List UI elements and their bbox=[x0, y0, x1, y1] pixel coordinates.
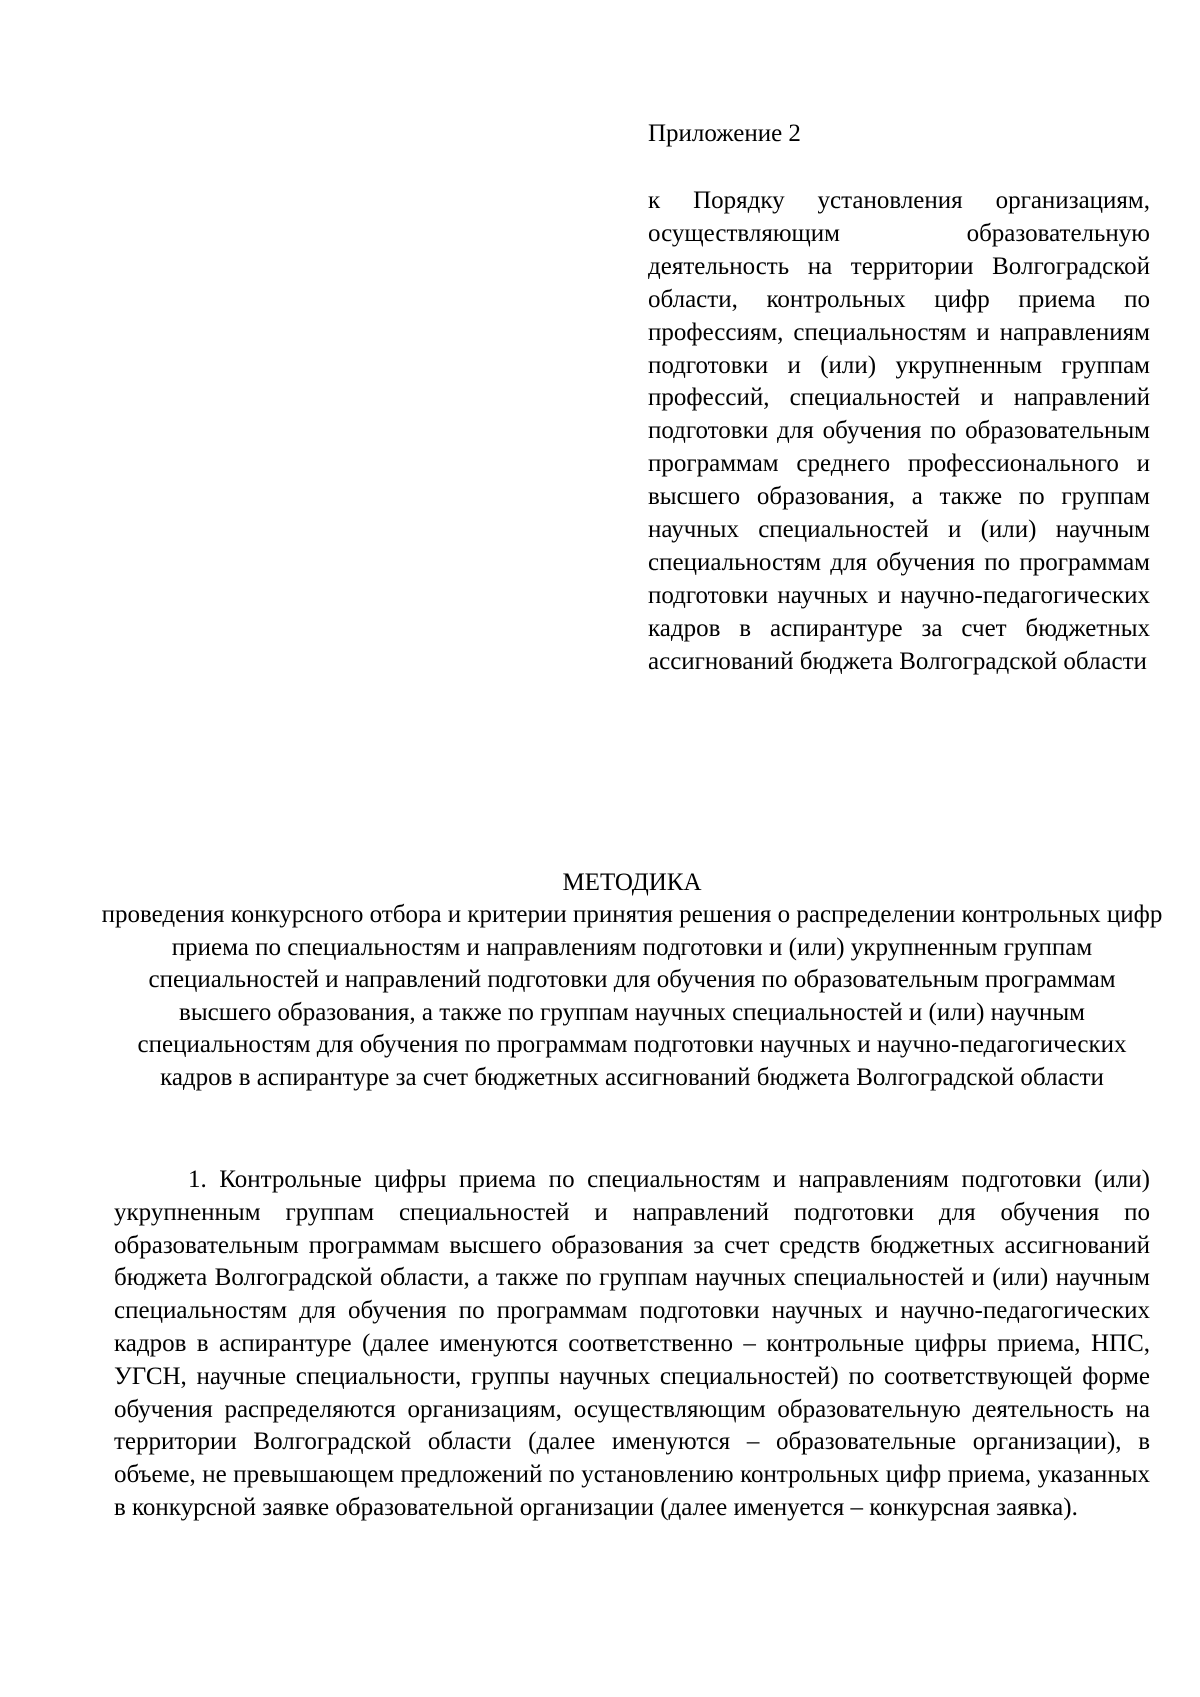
document-subtitle: проведения конкурсного отбора и критерии принятия решения о распределении контрольных цифр приема по специальностям и направлениям подготовки и (или) укрупненным группам специальностей и направлений подготовки для обучения по образовательным программам высшего образования, а также по группам научных специальностей и (или) научным специальностям для обучения по программам подготовки научных и научно-педагогических кадров в аспирантуре за счет бюджетных ассигнований бюджета Волгоградской области bbox=[101, 901, 1163, 1091]
appendix-reference: к Порядку установления организациям, осуществляющим образовательную деятельность на территории Волгоградской области, контрольных цифр приема по профессиям, специальностям и направлениям подготовки и (или) укрупненным группам профессий, специальностей и направлений подготовки для обучения по образовательным программам среднего профессионального и высшего образования, а также по группам научных специальностей и (или) научным специальностям для обучения по программам подготовки научных и научно-педагогических кадров в аспирантуре за счет бюджетных ассигнований бюджета Волгоградской области bbox=[648, 187, 1150, 675]
paragraph-1: 1. Контрольные цифры приема по специальностям и направлениям подготовки (или) укрупненным группам специальностей и направлений подготовки для обучения по образовательным программам высшего образования за счет средств бюджетных ассигнований бюджета Волгоградской области, а также по группам научных специальностей и (или) научным специальностям для обучения по программам подготовки научных и научно-педагогических кадров в аспирантуре (далее именуются соответственно – контрольные цифры приема, НПС, УГСН, научные специальности, группы научных специальностей) по соответствующей форме обучения распределяются организациям, осуществляющим образовательную деятельность на территории Волгоградской области (далее именуются – образовательные организации), в объеме, не превышающем предложений по установлению контрольных цифр приема, указанных в конкурсной заявке образовательной организации (далее именуется – конкурсная заявка). bbox=[114, 1166, 1150, 1521]
document-title: МЕТОДИКА bbox=[562, 869, 702, 896]
appendix-label: Приложение 2 bbox=[648, 120, 801, 147]
